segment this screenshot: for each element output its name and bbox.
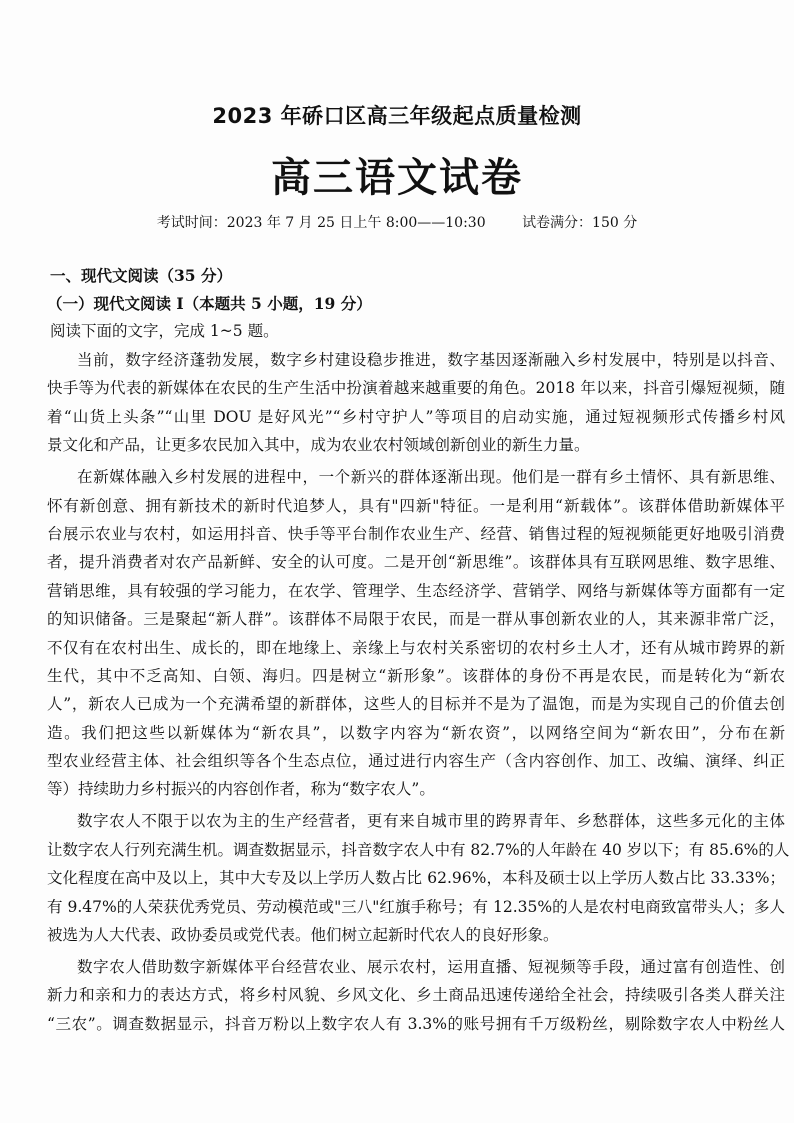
full-score: 试卷满分：150 分 xyxy=(522,215,638,231)
text-line: 有 9.47%的人荣获优秀党员、劳动模范或"三八"红旗手称号；有 12.35%的人是农村电商致富带头人；多人 xyxy=(47,897,785,916)
text-line: 数字农人借助数字新媒体平台经营农业、展示农村，运用直播、短视频等手段，通过富有创造性、创 xyxy=(77,957,785,976)
text-line: 的知识储备。三是聚起“新人群”。该群体不局限于农民，而是一群从事创新农业的人，其来源非常广泛， xyxy=(47,610,785,629)
text-line: 数字农人不限于以农为主的生产经营者，更有来自城市里的跨界青年、乡愁群体，这些多元化的主体 xyxy=(77,812,785,831)
text-line: 文化程度在高中及以上，其中大专及以上学历人数占比 62.96%，本科及硕士以上学历人数占比 33.33%； xyxy=(47,869,785,888)
exam-subtitle: 2023 年硚口区高三年级起点质量检测 xyxy=(212,104,582,128)
text-line: 造。我们把这些以新媒体为“新农具”，以数字内容为“新农资”，以网络空间为“新农田”，分布在新 xyxy=(47,723,785,742)
text-line: 营销思维，具有较强的学习能力，在农学、管理学、生态经济学、营销学、网络与新媒体等方面都有一定 xyxy=(47,581,785,600)
paragraph xyxy=(47,346,785,460)
text-line: 当前，数字经济蓬勃发展，数字乡村建设稳步推进，数字基因逐渐融入乡村发展中，特别是以抖音、 xyxy=(77,351,785,369)
text-line: 者，提升消费者对农产品新鲜、安全的认可度。二是开创“新思维”。该群体具有互联网思维、数字思维、 xyxy=(47,553,785,572)
text-line: 不仅有在农村出生、成长的，即在地缘上、亲缘上与农村关系密切的农村乡土人才，还有从城市跨界的新 xyxy=(47,638,785,657)
text-line: 着“山货上头条”“山里 DOU 是好风光”“乡村守护人”等项目的启动实施，通过短视频形式传播乡村风 xyxy=(47,407,785,426)
text-line: 让数字农人行列充满生机。调查数据显示，抖音数字农人中有 82.7%的人年龄在 40 岁以下；有 85.6%的人 xyxy=(47,840,790,859)
text-line: 景文化和产品，让更多农民加入其中，成为农业农村领域创新创业的新生力量。 xyxy=(47,436,590,455)
text-line: 新力和亲和力的表达方式，将乡村风貌、乡风文化、乡土商品迅速传递给全社会，持续吸引各类人群关注 xyxy=(47,986,785,1005)
text-line: 型农业经营主体、社会组织等各个生态点位，通过进行内容生产（含内容创作、加工、改编、演绎、纠正 xyxy=(47,752,785,771)
text-line: 等）持续助力乡村振兴的内容创作者，称为“数字农人”。 xyxy=(47,780,435,799)
text-line: 人”，新农人已成为一个充满希望的新群体，这些人的目标并不是为了温饱，而是为实现自己的价值去创 xyxy=(47,695,785,714)
text-line: “三农”。调查数据显示，抖音万粉以上数字农人有 3.3%的账号拥有千万级粉丝，剔除数字农人中粉丝人 xyxy=(47,1014,785,1033)
text-line: 被选为人大代表、政协委员或党代表。他们树立起新时代农人的良好形象。 xyxy=(47,926,559,944)
text-line: 怀有新创意、拥有新技术的新时代追梦人，具有"四新"特征。一是利用“新载体”。该群体借助新媒体平 xyxy=(47,496,785,515)
paragraph xyxy=(47,953,785,1038)
text-line: 台展示农业与农村，如运用抖音、快手等平台制作农业生产、经营、销售过程的短视频能更好地吸引消费 xyxy=(47,524,785,543)
passage xyxy=(47,346,790,1042)
instruction: 阅读下面的文字，完成 1~5 题。 xyxy=(50,322,279,340)
text-line: 快手等为代表的新媒体在农民的生产生活中扮演着越来越重要的角色。2018 年以来，抖音引爆短视频，随 xyxy=(47,379,785,398)
section-heading: 一、现代文阅读（35 分） xyxy=(50,266,232,285)
exam-time: 考试时间：2023 年 7 月 25 日上午 8:00——10:30 xyxy=(156,215,486,231)
exam-meta xyxy=(0,212,794,232)
text-line: 在新媒体融入乡村发展的进程中，一个新兴的群体逐渐出现。他们是一群有乡土情怀、具有新思维、 xyxy=(77,468,785,487)
section-subheading: （一）现代文阅读 I（本题共 5 小题，19 分） xyxy=(47,294,372,313)
paragraph xyxy=(47,463,785,804)
exam-title: 高三语文试卷 xyxy=(271,154,523,201)
text-line: 生代，其中不乏高知、白领、海归。四是树立“新形象”。该群体的身份不再是农民，而是转化为“新农 xyxy=(47,666,785,685)
paragraph xyxy=(47,807,790,949)
